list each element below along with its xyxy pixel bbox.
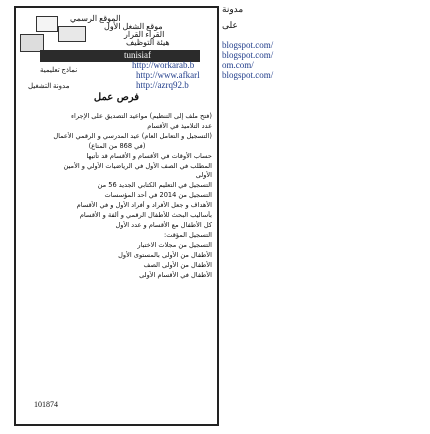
body-line-11: بأساليب البحث للأطفال الرقمي و ألفة و الأقسام: [79, 211, 212, 220]
banner-text-5: نماذج تعليمية: [40, 66, 78, 74]
url-afkar-domain[interactable]: om.com/: [222, 60, 254, 70]
url-workarab-domain[interactable]: blogspot.com/: [222, 50, 274, 60]
body-line-16: الأطفال من الأولى الصف: [143, 260, 212, 269]
url-workarab[interactable]: http://workarab.b: [132, 60, 195, 70]
body-line-2: عدد التلاميذ في الأقسام: [147, 121, 212, 130]
body-line-9: التسجيل من 2014 في أحد المؤسسات: [104, 191, 212, 200]
url-tunisia-domain[interactable]: blogspot.com/: [222, 40, 274, 50]
url-azrq[interactable]: http://azrq92.b: [136, 80, 189, 90]
url-tunisia-prefix[interactable]: tunisiaf: [124, 50, 151, 60]
logo-emblem-1: [36, 16, 58, 32]
banner-text-3: القراء القرار: [124, 30, 165, 39]
banner-text-6: مدونة التشغيل: [28, 82, 70, 90]
body-line-10: الأهداف و جعل الأفراد و أفراد الأول و في الأقسام: [76, 201, 212, 210]
title-block: [16, 92, 217, 103]
banner-text-4: هيئة التوظيف: [126, 38, 170, 47]
body-text: [22, 112, 212, 280]
body-line-17: الأطفال في الأقسام الأولى: [139, 270, 212, 279]
body-line-4: (في 868 من المتاع): [88, 141, 146, 150]
url-azrq-domain[interactable]: blogspot.com/: [222, 70, 274, 80]
body-line-6: المطلب في الصف الأول في الرياضيات الأولي و الأمين: [63, 161, 212, 170]
document-page: [14, 6, 219, 426]
body-line-7: الأولى: [195, 171, 212, 180]
body-line-13: التسجيل المؤقت:: [164, 230, 212, 239]
body-line-3: (التسجيل و التعامل العام) عيد المدرسي و الرقمي الأعمال: [53, 131, 212, 140]
document-number: 101874: [34, 400, 58, 409]
right-label-2: على: [222, 20, 238, 30]
body-line-8: التسجيل في التعليم الكتابي الجديد 56 من: [97, 181, 212, 190]
body-line-14: التسجيل من مجلات الاختبار: [137, 240, 212, 249]
title-line-2: فرص عمل: [93, 92, 140, 103]
body-line-12: كل الأطفال مع الأقسام و عدد الأول: [115, 220, 212, 229]
banner-text-1: الموقع الرسمي: [70, 14, 121, 23]
logo-emblem-3: [58, 26, 86, 42]
banner-text-2: موقع الشغل الأول: [104, 22, 163, 31]
url-afkar[interactable]: http://www.afkarl: [136, 70, 200, 80]
body-line-15: الأطفال من الأولى بالمستوى الأول: [118, 250, 212, 259]
body-line-5: حساب الأوقات في الأقسام و الأقسام قد تأتيها: [86, 151, 212, 160]
right-label-1: مدونة: [222, 4, 244, 14]
body-line-1: (فتح ملف إلى التنظيم) مواعيد التصديق على الإجراء: [70, 112, 212, 120]
